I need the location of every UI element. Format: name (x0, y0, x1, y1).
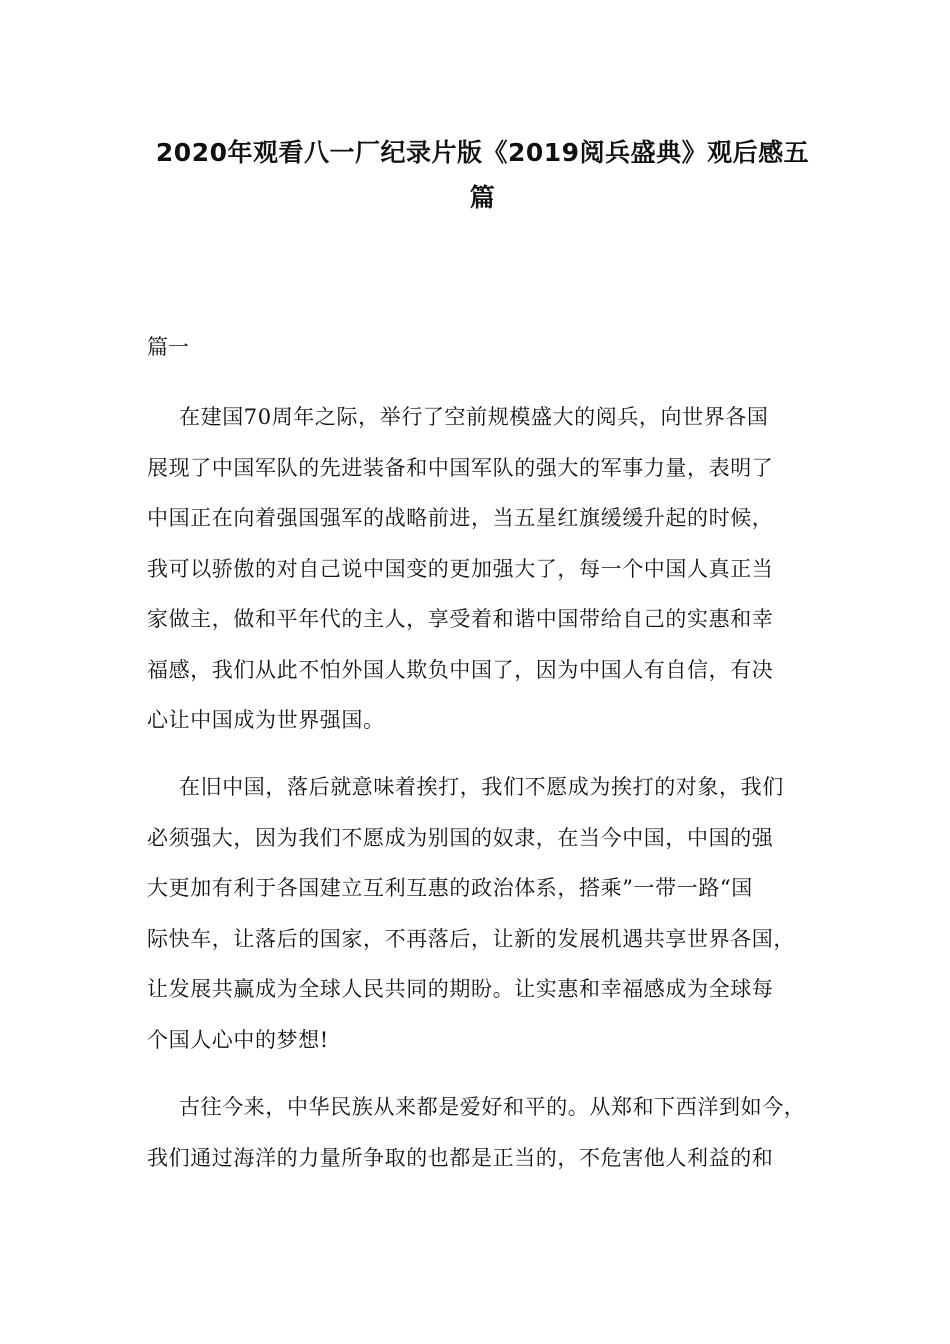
paragraph-line: 我们通过海洋的力量所争取的也都是正当的，不危害他人利益的和 (147, 1145, 774, 1170)
paragraph-line: 际快车，让落后的国家，不再落后，让新的发展机遇共享世界各国， (147, 926, 795, 951)
paragraph-line: 个国人心中的梦想! (147, 1027, 329, 1052)
paragraph-3 (147, 1082, 827, 1183)
paragraph-line: 大更加有利于各国建立互利互惠的政治体系，搭乘”一带一路“国 (147, 876, 753, 900)
paragraph-line: 让发展共赢成为全球人民共同的期盼。让实惠和幸福感成为全球每 (147, 977, 774, 1001)
paragraph-1 (147, 392, 827, 746)
title-line: 篇 (469, 183, 496, 212)
paragraph-line: 展现了中国军队的先进装备和中国军队的强大的军事力量，表明了 (147, 455, 774, 480)
paragraph-line: 我可以骄傲的对自己说中国变的更加强大了，每一个中国人真正当 (147, 556, 774, 581)
paragraph-line: 必须强大，因为我们不愿成为别国的奴隶，在当今中国，中国的强 (147, 825, 774, 850)
document-title (150, 130, 815, 220)
paragraph-line: 在旧中国，落后就意味着挨打，我们不愿成为挨打的对象，我们 (179, 775, 784, 799)
paragraph-line: 心让中国成为世界强国。 (147, 708, 385, 732)
paragraph-line: 古往今来，中华民族从来都是爱好和平的。从郑和下西洋到如今， (179, 1095, 806, 1119)
paragraph-line: 福感，我们从此不怕外国人欺负中国了，因为中国人有自信，有决 (147, 657, 774, 682)
section-label: 篇一 (147, 335, 189, 359)
title-line: 2020年观看八一厂纪录片版《2019阅兵盛典》观后感五 (155, 138, 810, 167)
paragraph-line: 在建国70周年之际，举行了空前规模盛大的阅兵，向世界各国 (179, 405, 769, 429)
paragraph-line: 中国正在向着强国强军的战略前进，当五星红旗缓缓升起的时候， (147, 506, 774, 530)
paragraph-2 (147, 762, 827, 1065)
paragraph-line: 家做主，做和平年代的主人，享受着和谐中国带给自己的实惠和幸 (147, 607, 774, 631)
